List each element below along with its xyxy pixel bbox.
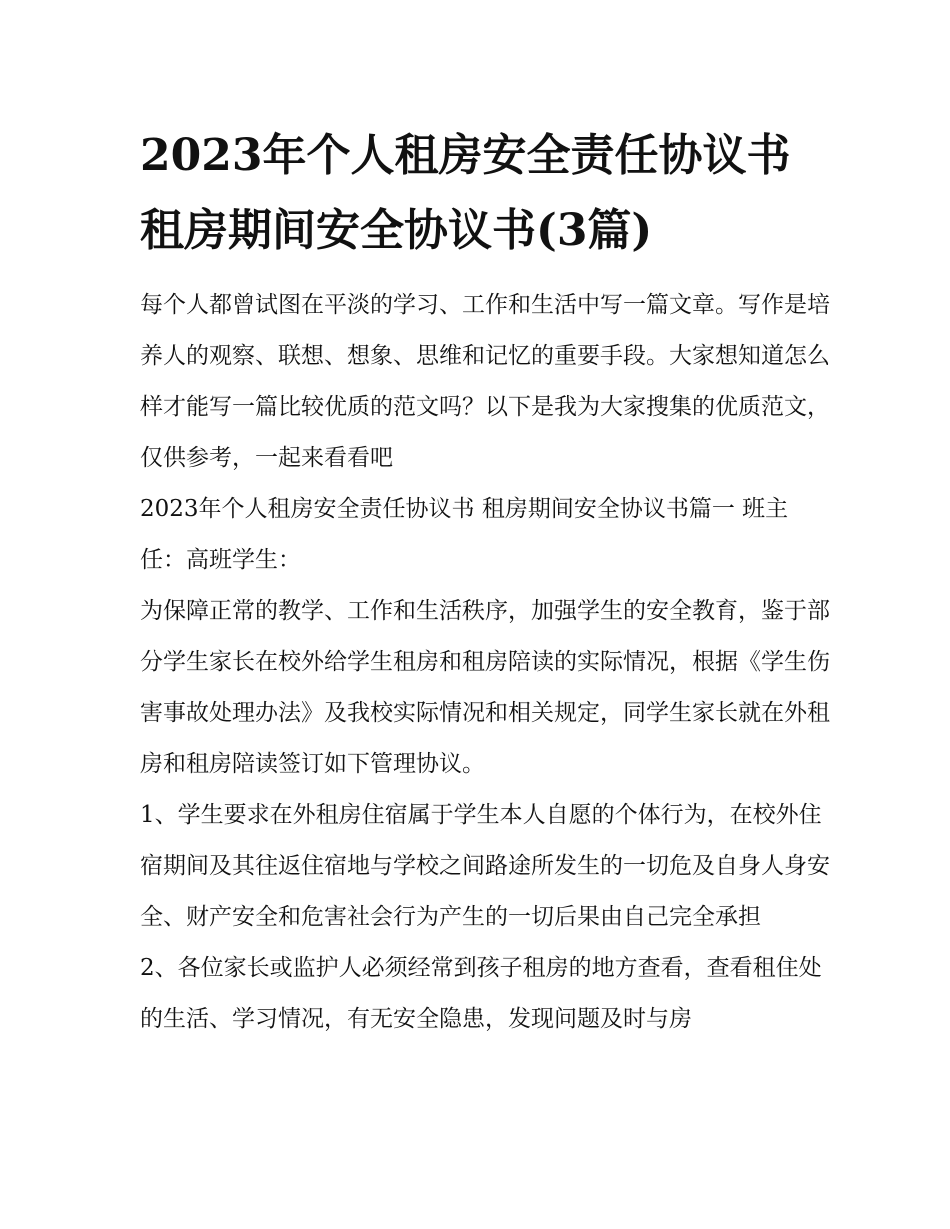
section-heading-paragraph: 2023年个人租房安全责任协议书 租房期间安全协议书篇一 班主任：高班学生：	[140, 496, 789, 573]
intro-paragraph: 每个人都曾试图在平淡的学习、工作和生活中写一篇文章。写作是培养人的观察、联想、想象、思维和记忆的重要手段。大家想知道怎么样才能写一篇比较优质的范文吗？以下是我为大家搜集的优质范文，仅供参考，一起来看看吧	[140, 292, 830, 471]
clause-1-paragraph: 1、学生要求在外租房住宿属于学生本人自愿的个体行为，在校外住宿期间及其往返住宿地与学校之间路途所发生的一切危及自身人身安全、财产安全和危害社会行为产生的一切后果由自己完全承担	[140, 802, 830, 930]
purpose-paragraph: 为保障正常的教学、工作和生活秩序，加强学生的安全教育，鉴于部分学生家长在校外给学生租房和租房陪读的实际情况，根据《学生伤害事故处理办法》及我校实际情况和相关规定，同学生家长就在外租房和租房陪读签订如下管理协议。	[140, 598, 830, 777]
document-title: 2023年个人租房安全责任协议书 租房期间安全协议书(3篇)	[140, 130, 791, 256]
clause-2-paragraph: 2、各位家长或监护人必须经常到孩子租房的地方查看，查看租住处的生活、学习情况，有无安全隐患，发现问题及时与房	[140, 955, 822, 1032]
document-body	[140, 280, 830, 1045]
